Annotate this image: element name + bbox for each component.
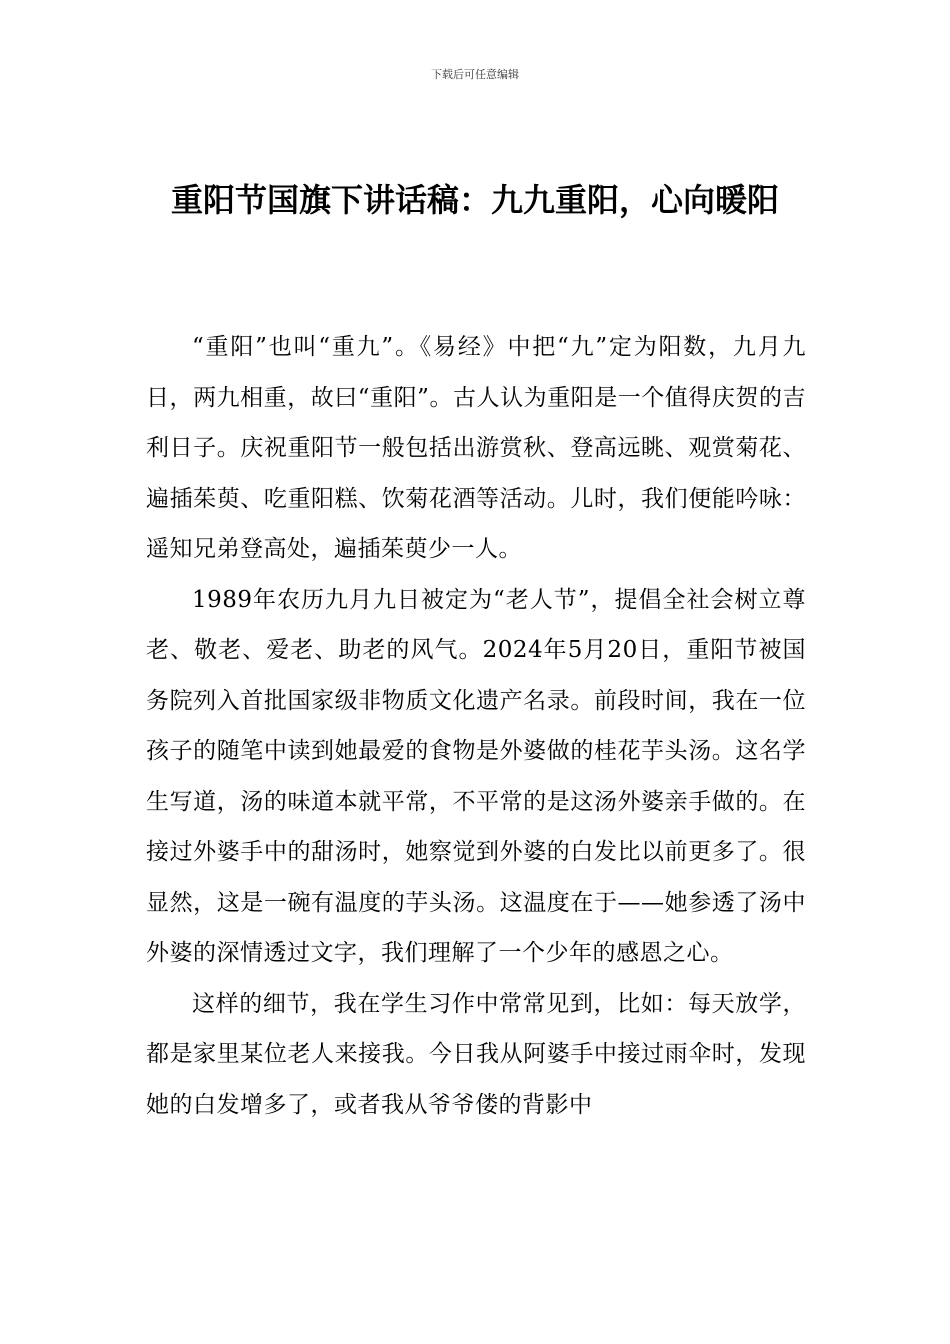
paragraph-1: “重阳”也叫“重九”。《易经》中把“九”定为阳数，九月九日，两九相重，故曰“重阳”。古人认为重阳是一个值得庆贺的吉利日子。庆祝重阳节一般包括出游赏秋、登高远眺、观赏菊花、遍插茱萸、吃重阳糕、饮菊花酒等活动。儿时，我们便能吟咏：遥知兄弟登高处，遍插茱萸少一人。	[146, 334, 806, 562]
document-body	[146, 322, 806, 1130]
header-note: 下载后可任意编辑	[431, 68, 519, 81]
paragraph-2: 1989年农历九月九日被定为“老人节”，提倡全社会树立尊老、敬老、爱老、助老的风气。2024年5月20日，重阳节被国务院列入首批国家级非物质文化遗产名录。前段时间，我在一位孩子的随笔中读到她最爱的食物是外婆做的桂花芋头汤。这名学生写道，汤的味道本就平常，不平常的是这汤外婆亲手做的。在接过外婆手中的甜汤时，她察觉到外婆的白发比以前更多了。很显然，这是一碗有温度的芋头汤。这温度在于——她参透了汤中外婆的深情透过文字，我们理解了一个少年的感恩之心。	[146, 586, 806, 966]
document-title: 重阳节国旗下讲话稿：九九重阳，心向暖阳	[170, 181, 779, 219]
paragraph-3: 这样的细节，我在学生习作中常常见到，比如：每天放学，都是家里某位老人来接我。今日我从阿婆手中接过雨伞时，发现她的白发增多了，或者我从爷爷偻的背影中	[146, 990, 806, 1118]
